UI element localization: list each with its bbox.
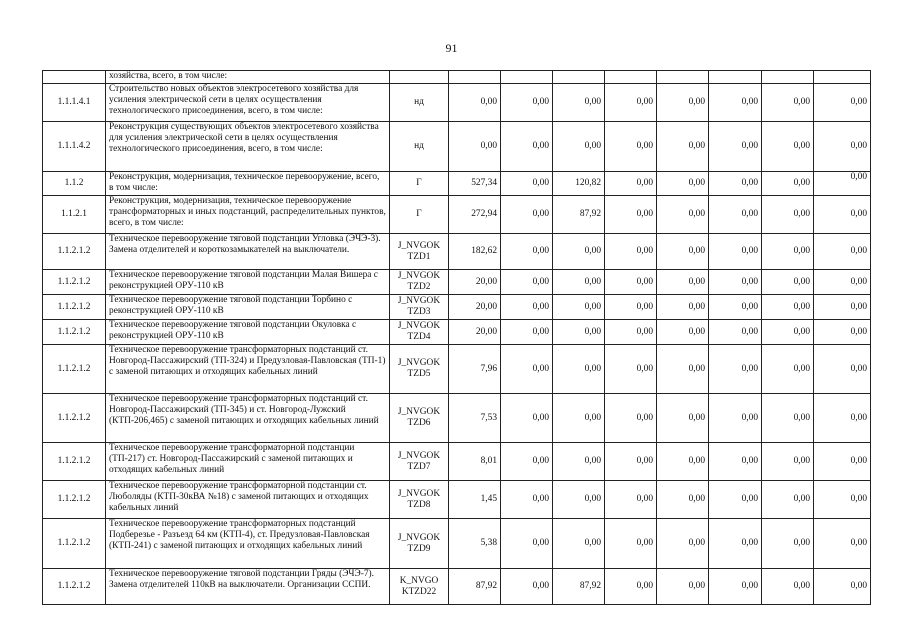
row-code-cell: 1.1.2.1.2 bbox=[43, 295, 106, 320]
row-value-cell: 0,00 bbox=[762, 122, 814, 172]
row-value-cell: 0,00 bbox=[501, 320, 553, 345]
row-value-cell: 5,38 bbox=[449, 519, 501, 569]
row-value-cell: 0,00 bbox=[501, 196, 553, 234]
row-value-cell: 527,34 bbox=[449, 172, 501, 196]
row-value-cell: 0,00 bbox=[605, 122, 657, 172]
row-value-cell bbox=[449, 71, 501, 84]
row-value-cell: 0,00 bbox=[657, 84, 709, 122]
row-value-cell bbox=[657, 71, 709, 84]
row-value-cell: 0,00 bbox=[501, 295, 553, 320]
row-value-cell: 0,00 bbox=[762, 345, 814, 394]
row-value-cell: 0,00 bbox=[657, 345, 709, 394]
table-row bbox=[43, 394, 871, 443]
row-value-cell: 87,92 bbox=[449, 569, 501, 605]
row-value-cell: 0,00 bbox=[762, 234, 814, 270]
row-value-cell: 0,00 bbox=[709, 320, 762, 345]
row-identifier-cell: нд bbox=[390, 84, 449, 122]
row-value-cell: 0,00 bbox=[709, 172, 762, 196]
row-value-cell: 20,00 bbox=[449, 320, 501, 345]
row-value-cell: 0,00 bbox=[605, 394, 657, 443]
row-code-cell: 1.1.1.4.2 bbox=[43, 122, 106, 172]
row-value-cell: 0,00 bbox=[709, 84, 762, 122]
row-value-cell: 120,82 bbox=[553, 172, 605, 196]
row-identifier-cell: K_NVGO KTZD22 bbox=[390, 569, 449, 605]
row-value-cell: 0,00 bbox=[657, 519, 709, 569]
table-row bbox=[43, 481, 871, 519]
row-value-cell: 0,00 bbox=[501, 443, 553, 481]
row-value-cell: 0,00 bbox=[814, 320, 871, 345]
row-value-cell: 0,00 bbox=[553, 443, 605, 481]
row-code-cell: 1.1.2.1.2 bbox=[43, 270, 106, 295]
row-value-cell: 0,00 bbox=[709, 443, 762, 481]
row-description-cell: Техническое перевооружение трансформаторной подстанции (ТП-217) ст. Новгород-Пассажирский с заменой питающих и отходящих кабельных линий bbox=[106, 443, 390, 481]
row-description-cell: Техническое перевооружение трансформаторной подстанции ст. Люболяды (КТП-30кВА №18) с заменой питающих и отходящих кабельных линий bbox=[106, 481, 390, 519]
row-value-cell: 0,00 bbox=[709, 345, 762, 394]
row-value-cell: 0,00 bbox=[605, 481, 657, 519]
table-row bbox=[43, 295, 871, 320]
row-value-cell: 0,00 bbox=[501, 569, 553, 605]
row-value-cell: 0,00 bbox=[553, 519, 605, 569]
row-value-cell: 0,00 bbox=[762, 196, 814, 234]
row-identifier-cell: J_NVGOK TZD3 bbox=[390, 295, 449, 320]
row-value-cell: 0,00 bbox=[657, 196, 709, 234]
row-value-cell: 0,00 bbox=[657, 481, 709, 519]
row-code-cell: 1.1.2.1.2 bbox=[43, 320, 106, 345]
table-row bbox=[43, 320, 871, 345]
row-identifier-cell: J_NVGOK TZD4 bbox=[390, 320, 449, 345]
row-value-cell: 0,00 bbox=[501, 84, 553, 122]
row-value-cell: 0,00 bbox=[553, 84, 605, 122]
row-value-cell: 0,00 bbox=[553, 122, 605, 172]
row-value-cell: 0,00 bbox=[814, 270, 871, 295]
row-code-cell: 1.1.1.4.1 bbox=[43, 84, 106, 122]
row-value-cell: 0,00 bbox=[501, 270, 553, 295]
row-value-cell: 0,00 bbox=[814, 84, 871, 122]
row-value-cell: 182,62 bbox=[449, 234, 501, 270]
row-value-cell: 0,00 bbox=[709, 394, 762, 443]
row-value-cell: 0,00 bbox=[709, 295, 762, 320]
row-description-cell: Техническое перевооружение тяговой подстанции Гряды (ЭЧЭ-7). Замена отделителей 110кВ на выключатели. Организации ССПИ. bbox=[106, 569, 390, 605]
row-value-cell: 0,00 bbox=[657, 172, 709, 196]
row-value-cell: 20,00 bbox=[449, 295, 501, 320]
row-value-cell: 0,00 bbox=[657, 443, 709, 481]
row-value-cell: 0,00 bbox=[709, 519, 762, 569]
row-value-cell: 0,00 bbox=[553, 320, 605, 345]
row-value-cell: 0,00 bbox=[762, 519, 814, 569]
row-value-cell: 0,00 bbox=[657, 569, 709, 605]
row-value-cell: 0,00 bbox=[501, 172, 553, 196]
row-value-cell: 7,96 bbox=[449, 345, 501, 394]
row-description-cell: Техническое перевооружение тяговой подстанции Окуловка с реконструкцией ОРУ-110 кВ bbox=[106, 320, 390, 345]
table-row bbox=[43, 345, 871, 394]
row-identifier-cell: J_NVGOK TZD8 bbox=[390, 481, 449, 519]
row-value-cell: 0,00 bbox=[709, 196, 762, 234]
row-value-cell bbox=[605, 71, 657, 84]
row-value-cell: 0,00 bbox=[605, 569, 657, 605]
row-value-cell: 0,00 bbox=[709, 122, 762, 172]
row-value-cell: 0,00 bbox=[709, 481, 762, 519]
row-description-cell: Реконструкция существующих объектов электросетевого хозяйства для усиления электрической сети в целях осуществления технологического присоединения, всего, в том числе: bbox=[106, 122, 390, 172]
row-value-cell: 0,00 bbox=[605, 320, 657, 345]
row-value-cell: 0,00 bbox=[657, 122, 709, 172]
row-code-cell: 1.1.2 bbox=[43, 172, 106, 196]
row-code-cell bbox=[43, 71, 106, 84]
row-value-cell: 0,00 bbox=[501, 345, 553, 394]
row-code-cell: 1.1.2.1.2 bbox=[43, 481, 106, 519]
row-value-cell: 87,92 bbox=[553, 569, 605, 605]
row-value-cell: 0,00 bbox=[762, 320, 814, 345]
row-identifier-cell: J_NVGOK TZD5 bbox=[390, 345, 449, 394]
row-value-cell: 0,00 bbox=[814, 569, 871, 605]
row-value-cell: 0,00 bbox=[814, 172, 871, 196]
table-row bbox=[43, 172, 871, 196]
row-value-cell: 0,00 bbox=[657, 234, 709, 270]
row-value-cell: 0,00 bbox=[709, 270, 762, 295]
table-row bbox=[43, 519, 871, 569]
row-value-cell: 0,00 bbox=[814, 295, 871, 320]
row-code-cell: 1.1.2.1.2 bbox=[43, 394, 106, 443]
table-row bbox=[43, 569, 871, 605]
row-value-cell: 0,00 bbox=[657, 394, 709, 443]
table-row bbox=[43, 84, 871, 122]
row-code-cell: 1.1.2.1 bbox=[43, 196, 106, 234]
row-value-cell: 7,53 bbox=[449, 394, 501, 443]
row-value-cell: 0,00 bbox=[553, 481, 605, 519]
row-description-cell: Техническое перевооружение трансформаторных подстанций Подберезье - Разъезд 64 км (КТП-4), ст. Предузловая-Павловская (КТП-241) с заменой питающих и отходящих кабельных линий bbox=[106, 519, 390, 569]
table-row bbox=[43, 234, 871, 270]
table-row bbox=[43, 443, 871, 481]
row-identifier-cell: J_NVGOK TZD2 bbox=[390, 270, 449, 295]
row-value-cell: 0,00 bbox=[762, 394, 814, 443]
row-value-cell: 87,92 bbox=[553, 196, 605, 234]
row-value-cell: 0,00 bbox=[605, 345, 657, 394]
row-description-cell: хозяйства, всего, в том числе: bbox=[106, 71, 390, 84]
row-value-cell: 0,00 bbox=[501, 519, 553, 569]
row-value-cell: 0,00 bbox=[553, 295, 605, 320]
row-description-cell: Техническое перевооружение трансформаторных подстанций ст. Новгород-Пассажирский (ТП-324) и Предузловая-Павловская (ТП-1) с заменой питающих и отходящих кабельных линий bbox=[106, 345, 390, 394]
row-description-cell: Реконструкция, модернизация, техническое перевооружение трансформаторных и иных подстанций, распределительных пунктов, всего, в том числе: bbox=[106, 196, 390, 234]
row-code-cell: 1.1.2.1.2 bbox=[43, 569, 106, 605]
row-value-cell: 0,00 bbox=[762, 84, 814, 122]
row-value-cell: 0,00 bbox=[553, 394, 605, 443]
row-value-cell bbox=[814, 71, 871, 84]
row-value-cell: 0,00 bbox=[762, 481, 814, 519]
row-identifier-cell: нд bbox=[390, 122, 449, 172]
row-description-cell: Строительство новых объектов электросетевого хозяйства для усиления электрической сети в целях осуществления технологического присоединения, всего, в том числе: bbox=[106, 84, 390, 122]
row-value-cell: 0,00 bbox=[501, 481, 553, 519]
row-value-cell: 0,00 bbox=[814, 443, 871, 481]
row-value-cell: 0,00 bbox=[605, 270, 657, 295]
row-identifier-cell: J_NVGOK TZD7 bbox=[390, 443, 449, 481]
row-identifier-cell: Г bbox=[390, 172, 449, 196]
row-value-cell: 0,00 bbox=[814, 122, 871, 172]
row-value-cell: 0,00 bbox=[814, 519, 871, 569]
row-description-cell: Техническое перевооружение тяговой подстанции Угловка (ЭЧЭ-3). Замена отделителей и короткозамыкателей на выключатели. bbox=[106, 234, 390, 270]
row-value-cell: 0,00 bbox=[605, 234, 657, 270]
table-row bbox=[43, 122, 871, 172]
row-value-cell: 0,00 bbox=[605, 443, 657, 481]
row-value-cell: 0,00 bbox=[709, 234, 762, 270]
row-value-cell: 0,00 bbox=[605, 84, 657, 122]
row-identifier-cell: J_NVGOK TZD9 bbox=[390, 519, 449, 569]
table-row bbox=[43, 196, 871, 234]
row-code-cell: 1.1.2.1.2 bbox=[43, 519, 106, 569]
row-value-cell: 0,00 bbox=[605, 172, 657, 196]
row-description-cell: Техническое перевооружение трансформаторных подстанций ст. Новгород-Пассажирский (ТП-345) и ст. Новгород-Лужский (КТП-206,465) с заменой питающих и отходящих кабельных линий bbox=[106, 394, 390, 443]
row-code-cell: 1.1.2.1.2 bbox=[43, 234, 106, 270]
row-value-cell: 8,01 bbox=[449, 443, 501, 481]
row-value-cell: 0,00 bbox=[657, 320, 709, 345]
row-identifier-cell: Г bbox=[390, 196, 449, 234]
row-value-cell: 272,94 bbox=[449, 196, 501, 234]
row-value-cell: 0,00 bbox=[762, 295, 814, 320]
row-value-cell: 0,00 bbox=[762, 172, 814, 196]
row-value-cell bbox=[762, 71, 814, 84]
row-value-cell: 0,00 bbox=[814, 481, 871, 519]
row-identifier-cell: J_NVGOK TZD6 bbox=[390, 394, 449, 443]
row-value-cell: 0,00 bbox=[449, 84, 501, 122]
row-value-cell: 0,00 bbox=[762, 270, 814, 295]
row-value-cell: 0,00 bbox=[605, 519, 657, 569]
row-value-cell: 0,00 bbox=[657, 270, 709, 295]
investment-table bbox=[42, 70, 871, 605]
row-identifier-cell: J_NVGOK TZD1 bbox=[390, 234, 449, 270]
page-number: 91 bbox=[445, 41, 458, 55]
row-value-cell: 0,00 bbox=[814, 234, 871, 270]
row-value-cell: 0,00 bbox=[501, 394, 553, 443]
row-code-cell: 1.1.2.1.2 bbox=[43, 345, 106, 394]
row-value-cell: 0,00 bbox=[501, 122, 553, 172]
row-value-cell: 0,00 bbox=[814, 345, 871, 394]
row-value-cell: 0,00 bbox=[762, 569, 814, 605]
row-code-cell: 1.1.2.1.2 bbox=[43, 443, 106, 481]
row-value-cell: 0,00 bbox=[605, 196, 657, 234]
row-value-cell: 1,45 bbox=[449, 481, 501, 519]
table-row bbox=[43, 71, 871, 84]
row-value-cell: 0,00 bbox=[553, 345, 605, 394]
row-identifier-cell bbox=[390, 71, 449, 84]
row-description-cell: Реконструкция, модернизация, техническое перевооружение, всего, в том числе: bbox=[106, 172, 390, 196]
row-value-cell: 0,00 bbox=[814, 196, 871, 234]
row-value-cell: 0,00 bbox=[814, 394, 871, 443]
row-value-cell: 0,00 bbox=[553, 234, 605, 270]
row-value-cell: 0,00 bbox=[553, 270, 605, 295]
row-value-cell: 0,00 bbox=[709, 569, 762, 605]
row-value-cell: 0,00 bbox=[605, 295, 657, 320]
row-description-cell: Техническое перевооружение тяговой подстанции Торбино с реконструкцией ОРУ-110 кВ bbox=[106, 295, 390, 320]
row-value-cell bbox=[709, 71, 762, 84]
row-value-cell: 0,00 bbox=[449, 122, 501, 172]
row-value-cell: 0,00 bbox=[762, 443, 814, 481]
row-value-cell: 20,00 bbox=[449, 270, 501, 295]
row-description-cell: Техническое перевооружение тяговой подстанции Малая Вишера с реконструкцией ОРУ-110 кВ bbox=[106, 270, 390, 295]
row-value-cell bbox=[553, 71, 605, 84]
row-value-cell bbox=[501, 71, 553, 84]
row-value-cell: 0,00 bbox=[657, 295, 709, 320]
table-row bbox=[43, 270, 871, 295]
row-value-cell: 0,00 bbox=[501, 234, 553, 270]
